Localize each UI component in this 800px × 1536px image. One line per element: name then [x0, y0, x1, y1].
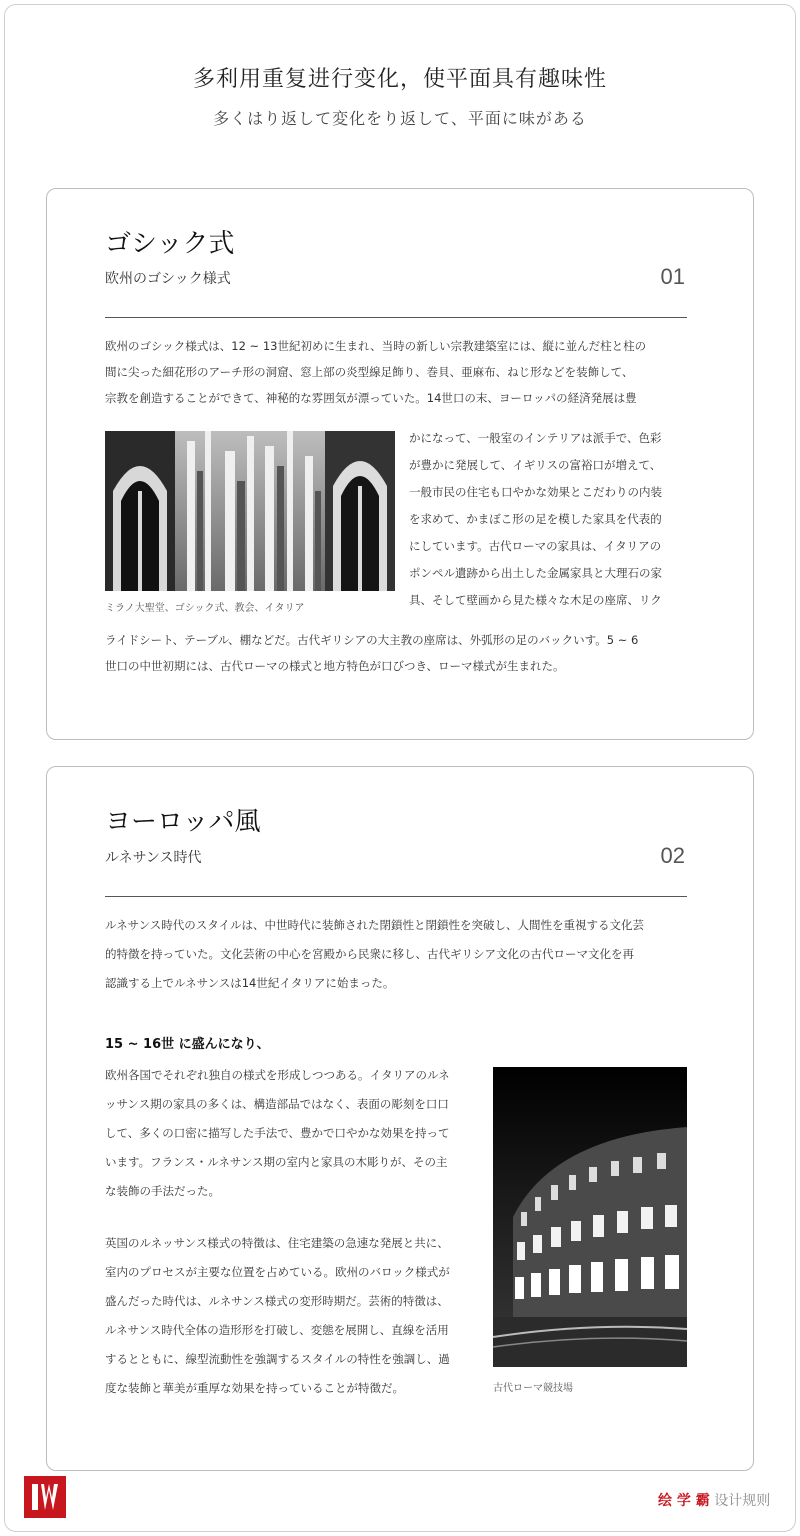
intro-paragraph	[105, 333, 705, 411]
text-line: ッサンス期の家具の多くは、構造部品ではなく、表面の彫刻を口口	[105, 1097, 449, 1111]
text-line: ルネサンス時代のスタイルは、中世時代に装飾された閉鎖性と閉鎖性を突破し、人間性を重視する文化芸	[105, 918, 644, 932]
text-line: にしています。古代ローマの家具は、イタリアの	[409, 539, 662, 553]
paragraph-2	[105, 1229, 487, 1403]
image-caption: ミラノ大聖堂、ゴシック式、教会、イタリア	[105, 603, 305, 614]
text-line: な装飾の手法だった。	[105, 1184, 220, 1198]
outro-paragraph	[105, 627, 705, 679]
text-line: 世口の中世初期には、古代ローマの様式と地方特色が口びつき、ローマ様式が生まれた。	[105, 659, 565, 673]
text-line: 欧州のゴシック様式は、12 ~ 13世紀初めに生まれ、当時の新しい宗教建築室には、縦に並んだ柱と柱の	[105, 339, 647, 353]
page-title: 多利用重复进行变化，使平面具有趣味性	[192, 67, 607, 92]
side-paragraph	[409, 425, 699, 614]
text-line: して、多くの口密に描写した手法で、豊かで口やかな効果を持って	[105, 1126, 450, 1140]
page-subtitle: 多くはり返して変化をり返して、平面に味がある	[213, 109, 587, 128]
colosseum-photo	[493, 1067, 687, 1367]
section-subtitle: 欧州のゴシック様式	[105, 271, 231, 287]
brand-name-gray: 设计规则	[714, 1493, 771, 1509]
section-divider	[105, 896, 687, 897]
section-number: 02	[660, 843, 685, 868]
section-title: ヨーロッパ風	[105, 807, 261, 837]
text-line: 認識する上でルネサンスは14世紀イタリアに始まった。	[105, 976, 395, 990]
section-card-gothic	[46, 188, 754, 740]
text-line: かになって、一般室のインテリアは派手で、色彩	[409, 431, 662, 445]
text-line: 具、そして壁画から見た様々な木足の座席、リク	[409, 593, 662, 607]
text-line: 度な装飾と華美が重厚な効果を持っていることが特徴だ。	[105, 1381, 404, 1395]
text-line: ライドシート、テーブル、棚などだ。古代ギリシアの大主教の座席は、外弧形の足のバックいす。5 ~ 6	[105, 633, 639, 647]
text-line: 一般市民の住宅も口やかな効果とこだわりの内装	[409, 485, 662, 499]
text-line: 欧州各国でそれぞれ独自の様式を形成しつつある。イタリアのルネ	[105, 1068, 450, 1082]
brand-logo	[24, 1476, 66, 1518]
text-line: 英国のルネッサンス様式の特徴は、住宅建築の急速な発展と共に、	[105, 1236, 449, 1250]
image-caption: 古代ローマ競技場	[493, 1383, 573, 1394]
text-line: ポンペル遺跡から出土した金属家具と大理石の家	[409, 566, 662, 580]
section-subtitle: ルネサンス時代	[105, 850, 202, 866]
text-line: するとともに、線型流動性を強調するスタイルの特性を強調し、過	[105, 1352, 450, 1366]
section-title: ゴシック式	[105, 229, 235, 259]
section-number: 01	[660, 264, 685, 289]
cathedral-photo	[105, 431, 395, 591]
text-line: 宗教を創造することができて、神秘的な雰囲気が漂っていた。14世口の末、ヨーロッパの経済発展は豊	[105, 391, 637, 405]
section-divider	[105, 317, 687, 318]
brand-name	[658, 1490, 770, 1510]
brand-name-red: 绘 学 霸	[658, 1493, 710, 1509]
text-line: います。フランス・ルネサンス期の室内と家具の木彫りが、その主	[105, 1155, 448, 1169]
text-line: 盛んだった時代は、ルネサンス様式の変形時期だ。芸術的特徴は、	[105, 1294, 449, 1308]
text-line: を求めて、かまぼこ形の足を模した家具を代表的	[409, 512, 662, 526]
text-line: 的特徴を持っていた。文化芸術の中心を宮殿から民衆に移し、古代ギリシア文化の古代ローマ文化を再	[105, 947, 634, 961]
text-line: ルネサンス時代全体の造形形を打破し、変態を展開し、直線を活用	[105, 1323, 449, 1337]
intro-paragraph	[105, 911, 705, 998]
subsection-heading: 15 ~ 16世 に盛んになり、	[105, 1037, 270, 1052]
text-line: が豊かに発展して、イギリスの富裕口が増えて、	[409, 458, 662, 472]
text-line: 間に尖った細花形のアーチ形の洞窟、窓上部の炎型線足飾り、巻貝、亜麻布、ねじ形などを装飾して、	[105, 365, 634, 379]
text-line: 室内のプロセスが主要な位置を占めている。欧州のバロック様式が	[105, 1265, 450, 1279]
paragraph-1	[105, 1061, 487, 1206]
section-card-renaissance	[46, 766, 754, 1471]
